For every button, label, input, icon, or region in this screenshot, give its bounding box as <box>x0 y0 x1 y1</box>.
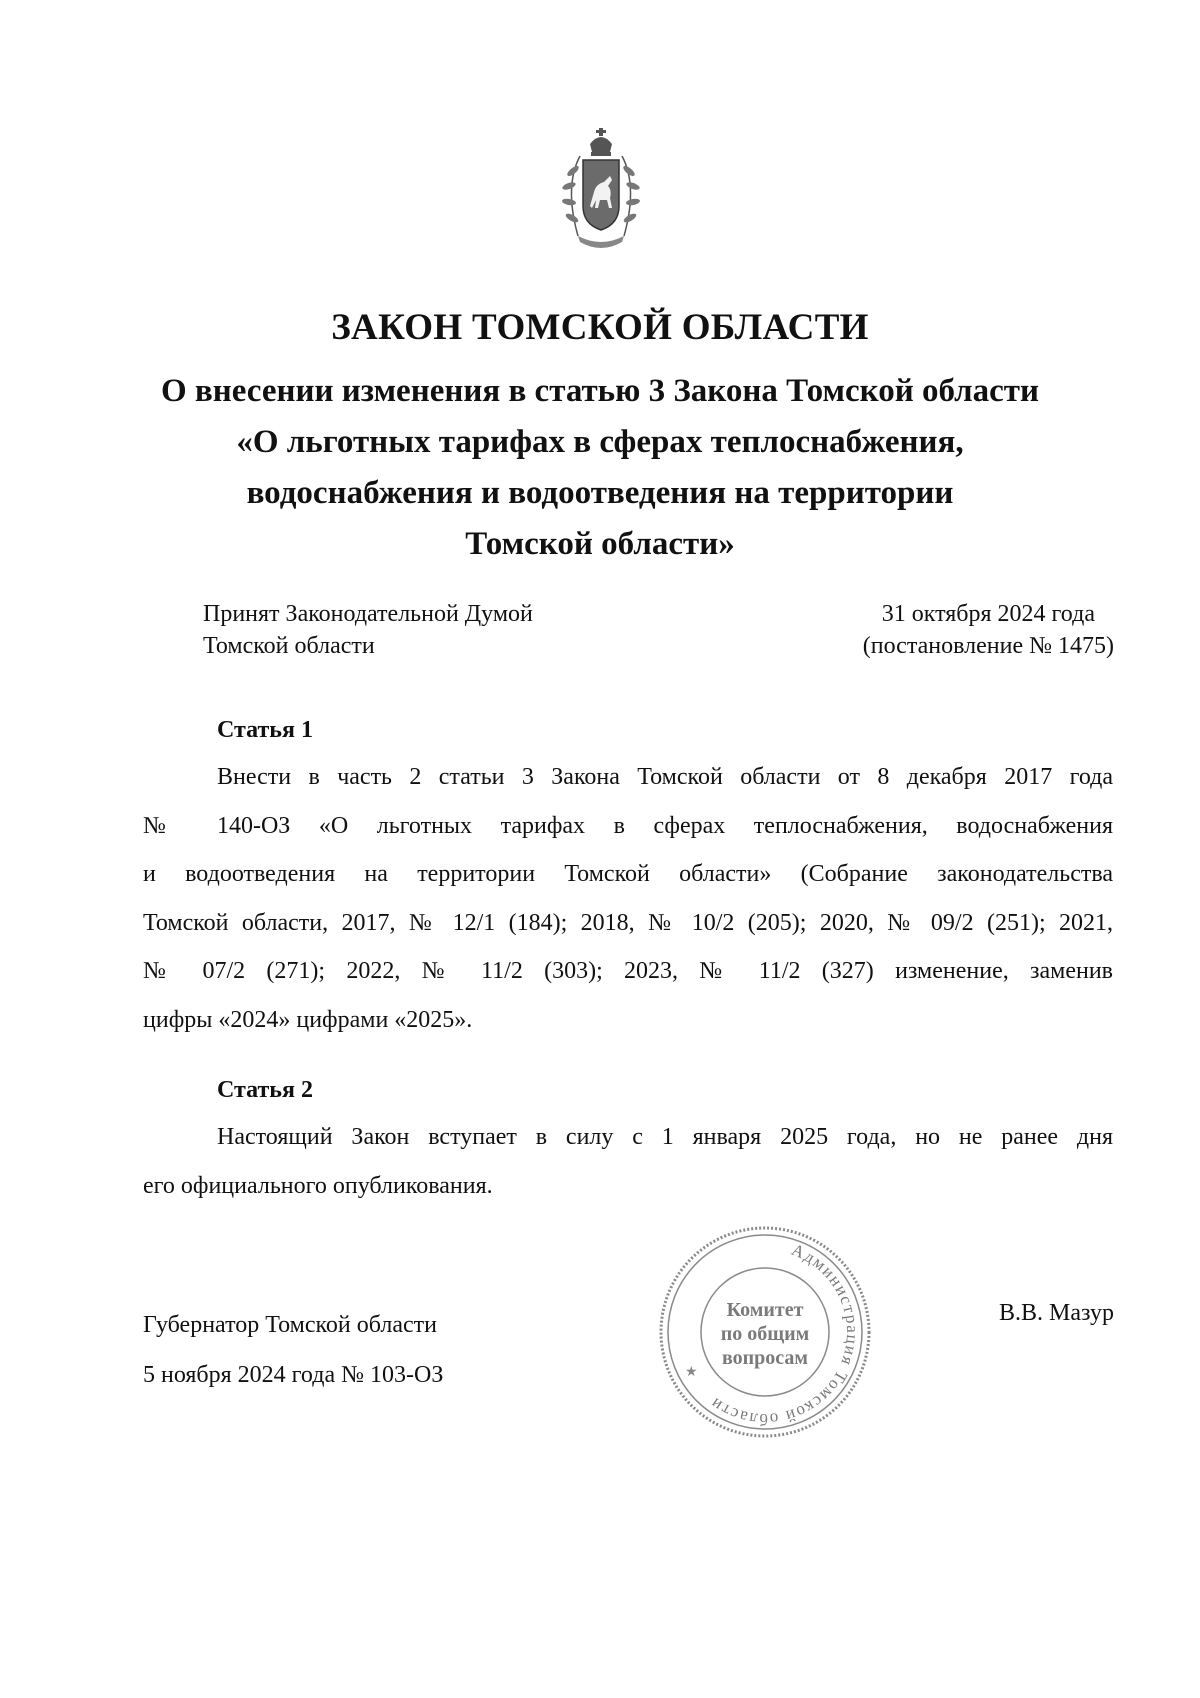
signatory-name: В.В. Мазур <box>999 1300 1114 1326</box>
official-stamp <box>657 1224 873 1440</box>
article-line: Внести в часть 2 статьи 3 Закона Томской области от 8 декабря 2017 года <box>217 764 1113 790</box>
article-line: № 140-ОЗ «О льготных тарифах в сферах теплоснабжения, водоснабжения <box>143 812 1113 839</box>
article-line: Томской области, 2017, № 12/1 (184); 2018, № 10/2 (205); 2020, № 09/2 (251); 2021, <box>143 909 1113 936</box>
adopted-by-line: Принят Законодательной Думой <box>203 601 533 627</box>
stamp-center-line: Комитет <box>726 1299 804 1321</box>
adopted-by-line: Томской области <box>203 633 375 659</box>
stamp-center-line: вопросам <box>721 1347 809 1369</box>
article-line: цифры «2024» цифрами «2025». <box>143 1006 473 1033</box>
signature-block <box>143 1300 443 1400</box>
article-2-heading: Статья 2 <box>217 1077 313 1103</box>
subtitle-line: Томской области» <box>465 526 735 562</box>
subtitle-line: водоснабжения и водоотведения на территории <box>246 475 954 511</box>
subtitle-line: «О льготных тарифах в сферах теплоснабжения, <box>236 424 964 460</box>
article-line: и водоотведения на территории Томской области» (Собрание законодательства <box>143 861 1113 887</box>
law-subtitle <box>0 366 1200 570</box>
article-2-body <box>143 1113 1113 1210</box>
article-1-heading: Статья 1 <box>217 717 313 743</box>
subtitle-line: О внесении изменения в статью 3 Закона Томской области <box>160 373 1040 409</box>
coat-of-arms-emblem <box>556 126 646 254</box>
article-line: его официального опубликования. <box>143 1172 493 1199</box>
adopted-by <box>203 598 533 662</box>
svg-text:★: ★ <box>685 1365 698 1380</box>
article-1-body <box>143 753 1113 1044</box>
article-line: № 07/2 (271); 2022, № 11/2 (303); 2023, № 11/2 (327) изменение, заменив <box>143 958 1113 984</box>
law-title: ЗАКОН ТОМСКОЙ ОБЛАСТИ <box>331 307 869 348</box>
stamp-center-line: по общим <box>720 1323 810 1345</box>
adoption-date-line: 31 октября 2024 года <box>881 601 1095 627</box>
stamp-ring-text: Администрация Томской области <box>705 1239 863 1430</box>
article-line: Настоящий Закон вступает в силу с 1 января 2025 года, но не ранее дня <box>217 1124 1113 1150</box>
adoption-date <box>863 598 1114 662</box>
law-date-number: 5 ноября 2024 года № 103-ОЗ <box>143 1362 444 1388</box>
adoption-resolution-line: (постановление № 1475) <box>862 633 1114 659</box>
signatory-position: Губернатор Томской области <box>143 1312 437 1338</box>
